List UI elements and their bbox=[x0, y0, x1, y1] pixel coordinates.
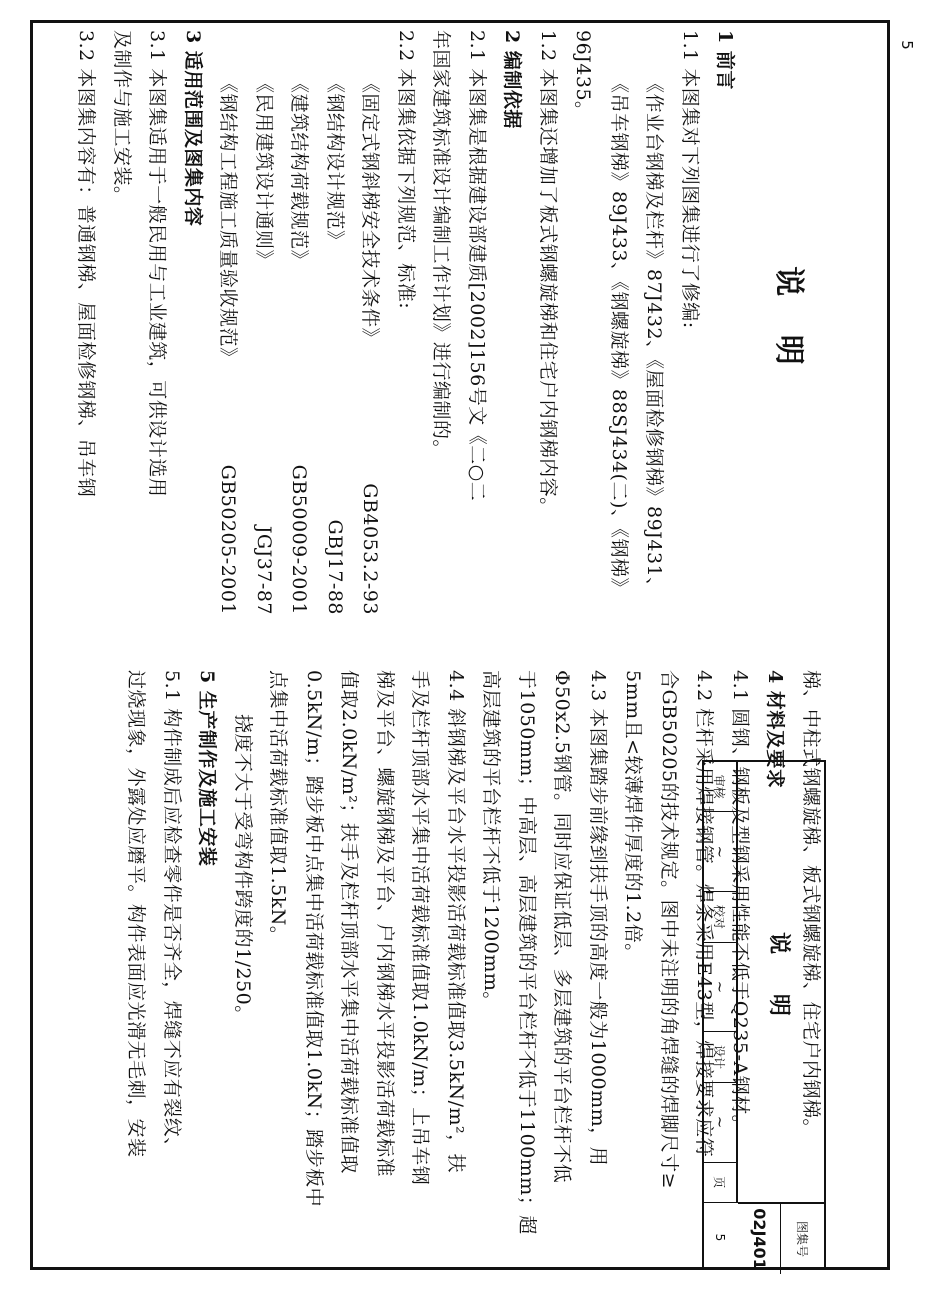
standard-code: JGJ37-87 bbox=[253, 525, 275, 615]
text-line: 3 适用范围及图集内容 bbox=[182, 30, 204, 227]
text-line: 4.3 本图集踏步前缘到扶手顶的高度一般为1000mm，用 bbox=[587, 670, 609, 1167]
text-line: 于1050mm；中高层、高层建筑的平台栏杆不低于1100mm；超 bbox=[516, 670, 538, 1235]
text-line: 过烧现象，外露处应磨平。构件表面应光滑无毛刺，安装 bbox=[125, 670, 148, 1158]
text-line: 5mm且<较薄焊件厚度的1.2倍。 bbox=[622, 670, 645, 963]
text-line: 高层建筑的平台栏杆不低于1200mm。 bbox=[480, 670, 503, 1011]
standard-item bbox=[210, 30, 246, 615]
standard-name: 《钢结构设计规范》 bbox=[324, 74, 346, 250]
standard-name: 《固定式钢斜梯安全技术条件》 bbox=[359, 74, 382, 348]
review-signature: ~ bbox=[702, 812, 738, 892]
text-line: 5 生产制作及施工安装 bbox=[196, 670, 219, 867]
text-line: 4.4 斜钢梯及平台水平投影活荷载标准值取3.5kN/m²，扶 bbox=[445, 670, 467, 1174]
atlas-code: 02J401 bbox=[749, 1208, 769, 1270]
standard-item bbox=[317, 30, 353, 615]
text-line: 1 前言 bbox=[714, 30, 737, 90]
text-line: 1.1 本图集对下列图集进行了修编: bbox=[679, 30, 701, 329]
signature-row bbox=[702, 762, 738, 1272]
atlas-label: 图集号 bbox=[781, 1204, 825, 1274]
check-label: 校对 bbox=[702, 892, 738, 942]
page-title: 说 明 bbox=[771, 266, 806, 379]
text-line: 手及栏杆顶部水平集中活荷载标准值取1.0kN/m；上吊车钢 bbox=[409, 670, 432, 1186]
check-signature: ~ bbox=[702, 943, 738, 1033]
text-line: Φ50x2.5钢管。同时应保证低层、多层建筑的平台栏杆不低 bbox=[551, 670, 574, 1184]
text-line: 1.2 本图集还增加了板式钢螺旋梯和住宅户内钢梯内容。 bbox=[537, 30, 559, 517]
text-line: 《吊车钢梯》89J433、《钢螺旋梯》88SJ434(二)、《钢梯》 bbox=[608, 74, 630, 597]
standard-item bbox=[352, 30, 388, 615]
text-line: 4.2 栏杆采用焊接钢管。焊条采用E43型，焊接要求应符 bbox=[693, 670, 716, 1158]
text-line: 5.1 构件制成后应检查零件是否齐全，焊缝不应有裂纹、 bbox=[161, 670, 183, 1157]
text-line: 梯及平台、螺旋钢梯及平台、户内钢梯水平投影活荷载标准 bbox=[374, 670, 396, 1178]
text-line: 梯、中柱式钢螺旋梯、板式钢螺旋梯、住宅户内钢梯。 bbox=[800, 670, 822, 1139]
text-line: 96J435。 bbox=[572, 30, 595, 121]
standard-name: 《建筑结构荷载规范》 bbox=[288, 74, 311, 270]
text-line: 2 编制依据 bbox=[501, 30, 524, 129]
text-line: 合GB50205的技术规定。图中未注明的角焊缝的焊脚尺寸≥ bbox=[658, 670, 680, 1190]
text-line: 0.5kN/m；踏步板中点集中活荷载标准值取1.0kN；踏步板中 bbox=[303, 670, 325, 1208]
text-line: 年国家建筑标准设计编制工作计划》进行编制的。 bbox=[430, 30, 453, 460]
text-line: 3.1 本图集适用于一般民用与工业建筑，可供设计选用 bbox=[146, 30, 169, 498]
page-value: 5 bbox=[713, 1233, 727, 1242]
rotated-document bbox=[0, 30, 828, 1270]
text-line: 《作业台钢梯及栏杆》87J432、《屋面检修钢梯》89J431、 bbox=[643, 74, 666, 597]
standards-list bbox=[210, 30, 388, 615]
design-label: 设计 bbox=[702, 1032, 738, 1082]
design-signature: ~ bbox=[702, 1083, 738, 1163]
text-line: 4.1 圆钢、钢板及型钢采用性能不低于Q235-A钢材。 bbox=[729, 670, 751, 1135]
text-line: 4 材料及要求 bbox=[764, 670, 787, 789]
title-block-title: 说 明 bbox=[736, 762, 824, 1202]
page-label: 页 bbox=[702, 1163, 738, 1203]
left-column bbox=[68, 30, 828, 615]
text-line: 2.2 本图集依据下列规范、标准: bbox=[395, 30, 417, 310]
standard-code: GB50205-2001 bbox=[217, 464, 240, 615]
standard-code: GB50009-2001 bbox=[288, 464, 311, 615]
standard-code: GB4053.2-93 bbox=[359, 483, 382, 615]
atlas-cell bbox=[738, 1202, 824, 1274]
text-line: 值取2.0kN/m²；扶手及栏杆顶部水平集中活荷载标准值取 bbox=[338, 670, 361, 1174]
text-line: 挠度不大于受弯构件跨度的1/250。 bbox=[232, 714, 254, 1025]
standard-name: 《民用建筑设计通则》 bbox=[253, 74, 275, 270]
text-line: 3.2 本图集内容有：普通钢梯、屋面检修钢梯、吊车钢 bbox=[75, 30, 98, 498]
page-number: 5 bbox=[897, 40, 916, 50]
standard-item bbox=[281, 30, 317, 615]
left-tail bbox=[68, 30, 210, 615]
standard-item bbox=[246, 30, 282, 615]
text-line: 点集中活荷载标准值取1.5kN。 bbox=[267, 670, 290, 946]
standard-code: GBJ17-88 bbox=[324, 519, 346, 615]
title-block bbox=[702, 760, 826, 1270]
review-label: 审核 bbox=[702, 762, 738, 812]
text-line: 2.1 本图集是根据建设部建质[2002]156号文《二○二 bbox=[466, 30, 488, 502]
text-line: 及制作与施工安装。 bbox=[111, 30, 133, 206]
left-lines bbox=[388, 30, 743, 615]
standard-name: 《钢结构工程施工质量验收规范》 bbox=[217, 74, 240, 367]
